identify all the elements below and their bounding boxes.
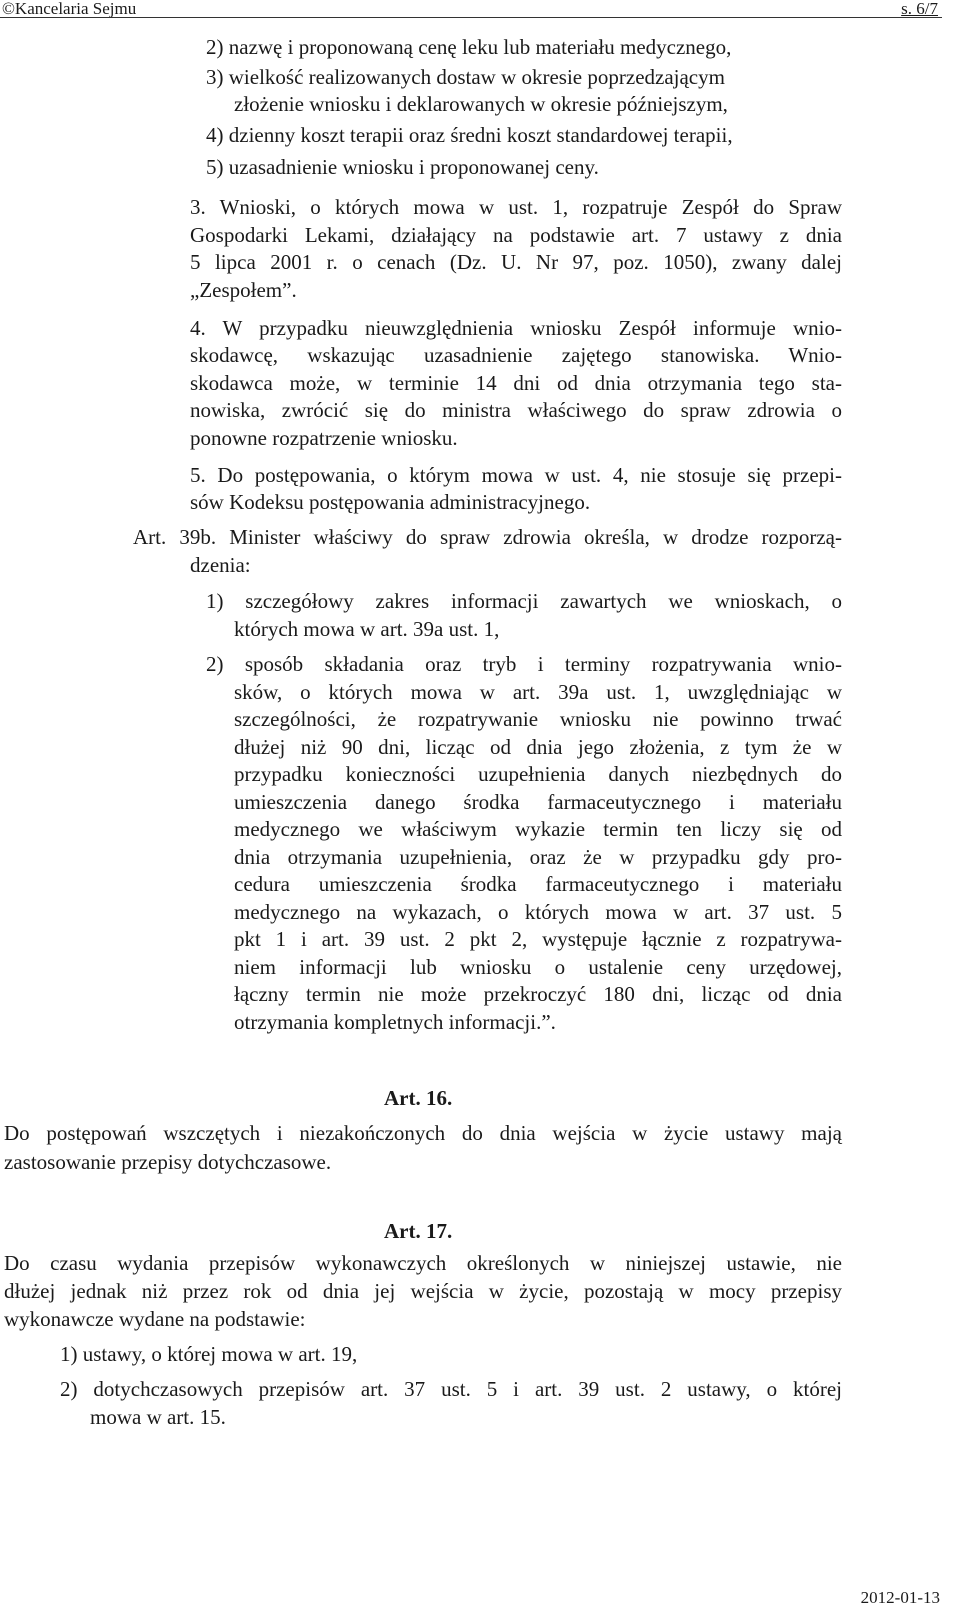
paragraph-4-line-2: skodawcę, wskazując uzasadnienie zajętego stanowiska. Wnio- <box>190 343 842 367</box>
article-16-line-2: zastosowanie przepisy dotychczasowe. <box>4 1150 332 1174</box>
article-17-line-3: wykonawcze wydane na podstawie: <box>4 1307 306 1331</box>
art-39b-item-1-line-2: których mowa w art. 39a ust. 1, <box>234 617 500 641</box>
header-publisher: ©Kancelaria Sejmu <box>2 0 137 18</box>
art-39b-item-2-line-3: szczególności, że rozpatrywanie wniosku nie powinno trwać <box>234 707 842 731</box>
article-17-line-2: dłużej jednak niż przez rok od dnia jej wejścia w życie, pozostają w mocy przepisy <box>4 1279 842 1303</box>
footer-date: 2012-01-13 <box>860 1588 940 1607</box>
list-item-4: 4) dzienny koszt terapii oraz średni koszt standardowej terapii, <box>206 123 733 147</box>
article-17-item-2-line-1: 2) dotychczasowych przepisów art. 37 ust. 5 i art. 39 ust. 2 ustawy, o której <box>60 1377 842 1401</box>
article-17-line-1: Do czasu wydania przepisów wykonawczych określonych w niniejszej ustawie, nie <box>4 1251 842 1275</box>
art-39b-item-2-line-13: łączny termin nie może przekroczyć 180 dni, licząc od dnia <box>234 982 842 1006</box>
article-17-item-2-line-2: mowa w art. 15. <box>90 1405 226 1429</box>
paragraph-5-line-1: 5. Do postępowania, o którym mowa w ust. 4, nie stosuje się przepi- <box>190 463 842 487</box>
art-39b-item-2-line-11: pkt 1 i art. 39 ust. 2 pkt 2, występuje łącznie z rozpatrywa- <box>234 927 842 951</box>
list-item-3-line-1: 3) wielkość realizowanych dostaw w okresie poprzedzającym <box>206 65 725 89</box>
art-39b-item-2-line-2: sków, o których mowa w art. 39a ust. 1, uwzględniając w <box>234 680 842 704</box>
art-39b-line-2: dzenia: <box>190 553 251 577</box>
art-39b-line-1: Art. 39b. Minister właściwy do spraw zdrowia określa, w drodze rozporzą- <box>133 525 842 549</box>
art-39b-item-1-line-1: 1) szczegółowy zakres informacji zawartych we wnioskach, o <box>206 589 842 613</box>
list-item-2: 2) nazwę i proponowaną cenę leku lub materiału medycznego, <box>206 35 732 59</box>
page-header <box>0 0 960 18</box>
art-39b-item-2-line-6: umieszczenia danego środka farmaceutycznego i materiału <box>234 790 842 814</box>
paragraph-4-line-5: ponowne rozpatrzenie wniosku. <box>190 426 458 450</box>
art-39b-item-2-line-9: cedura umieszczenia środka farmaceutycznego i materiału <box>234 872 842 896</box>
list-item-5: 5) uzasadnienie wniosku i proponowanej ceny. <box>206 155 599 179</box>
paragraph-4-line-3: skodawca może, w terminie 14 dni od dnia otrzymania tego sta- <box>190 371 842 395</box>
paragraph-4-line-4: nowiska, zwrócić się do ministra właściwego do spraw zdrowia o <box>190 398 842 422</box>
paragraph-5-line-2: sów Kodeksu postępowania administracyjnego. <box>190 490 591 514</box>
article-17-heading: Art. 17. <box>384 1219 453 1243</box>
paragraph-3-line-1: 3. Wnioski, o których mowa w ust. 1, rozpatruje Zespół do Spraw <box>190 195 842 219</box>
paragraph-3-line-2: Gospodarki Lekami, działający na podstawie art. 7 ustawy z dnia <box>190 223 842 247</box>
art-39b-item-2-line-4: dłużej niż 90 dni, licząc od dnia jego złożenia, z tym że w <box>234 735 842 759</box>
header-page-number: s. 6/7 <box>901 0 938 18</box>
paragraph-4-line-1: 4. W przypadku nieuwzględnienia wniosku Zespół informuje wnio- <box>190 316 842 340</box>
paragraph-3-line-3: 5 lipca 2001 r. o cenach (Dz. U. Nr 97, poz. 1050), zwany dalej <box>190 250 842 274</box>
header-divider <box>0 17 942 18</box>
article-16-heading: Art. 16. <box>384 1086 453 1110</box>
article-17-item-1: 1) ustawy, o której mowa w art. 19, <box>60 1342 358 1366</box>
art-39b-item-2-line-1: 2) sposób składania oraz tryb i terminy rozpatrywania wnio- <box>206 652 842 676</box>
art-39b-item-2-line-12: niem informacji lub wniosku o ustalenie ceny urzędowej, <box>234 955 842 979</box>
art-39b-item-2-line-14: otrzymania kompletnych informacji.”. <box>234 1010 556 1034</box>
list-item-3-line-2: złożenie wniosku i deklarowanych w okresie późniejszym, <box>234 92 728 116</box>
art-39b-item-2-line-7: medycznego we właściwym wykazie termin ten liczy się od <box>234 817 842 841</box>
paragraph-3-line-4: „Zespołem”. <box>190 278 297 302</box>
art-39b-item-2-line-5: przypadku konieczności uzupełnienia danych niezbędnych do <box>234 762 842 786</box>
article-16-line-1: Do postępowań wszczętych i niezakończonych do dnia wejścia w życie ustawy mają <box>4 1121 842 1145</box>
art-39b-item-2-line-10: medycznego na wykazach, o których mowa w art. 37 ust. 5 <box>234 900 842 924</box>
art-39b-item-2-line-8: dnia otrzymania uzupełnienia, oraz że w przypadku gdy pro- <box>234 845 842 869</box>
